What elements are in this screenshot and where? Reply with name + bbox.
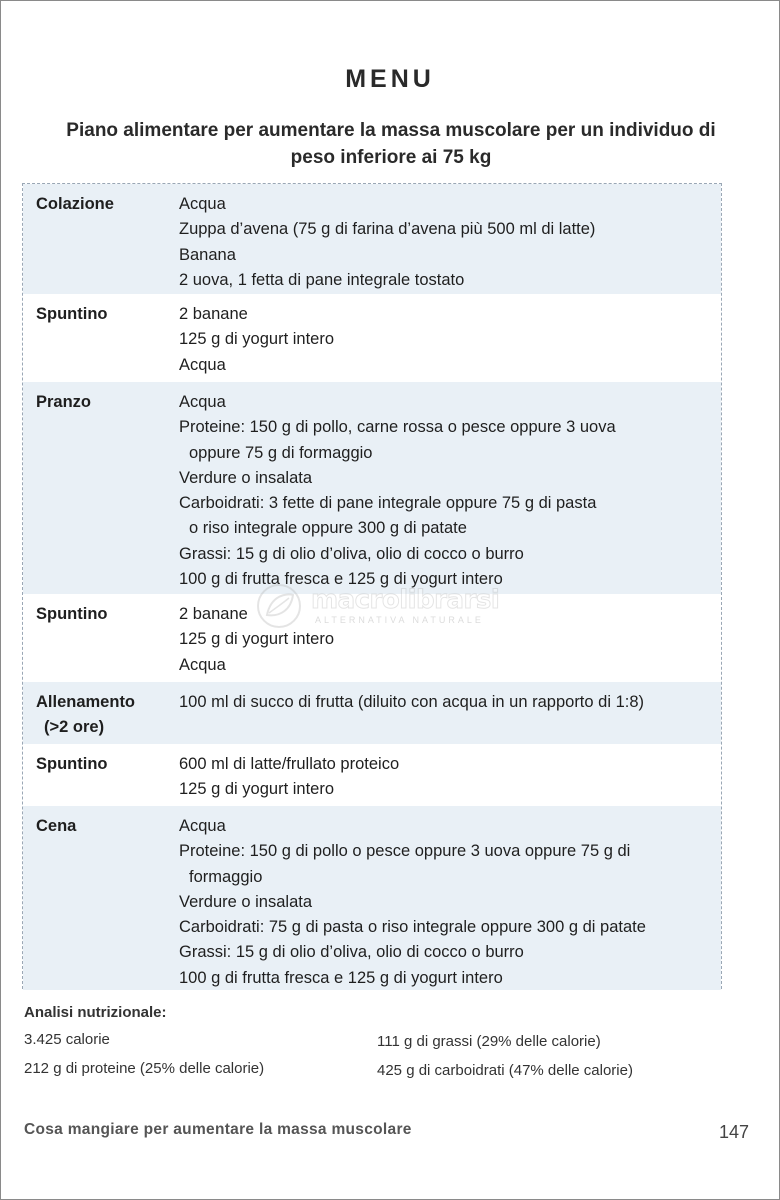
meal-name: Allenamento (>2 ore) [36, 693, 136, 736]
meal-name: Pranzo [36, 393, 92, 411]
meal-item: Proteine: 150 g di pollo, carne rossa o pesce oppure 3 uova oppure 75 g di formaggio [179, 418, 616, 462]
meal-item: Zuppa d’avena (75 g di farina d’avena più 500 ml di latte) [179, 220, 596, 239]
meal-item: Acqua [179, 817, 226, 835]
meal-item: Acqua [179, 195, 226, 213]
menu-table [22, 183, 722, 989]
meal-items [179, 814, 719, 991]
meal-row [23, 594, 721, 682]
meal-name: Spuntino [36, 755, 108, 773]
analysis-calories: 3.425 calorie [24, 1031, 110, 1048]
meal-item: Acqua [179, 355, 226, 374]
meal-items [179, 192, 719, 293]
meal-row [23, 294, 721, 382]
meal-item: 100 g di frutta fresca e 125 g di yogurt intero [179, 968, 503, 987]
page-subtitle [51, 117, 731, 171]
meal-items [179, 752, 719, 803]
meal-row [23, 382, 721, 594]
meal-item: 125 g di yogurt intero [179, 630, 335, 649]
page-title: MENU [345, 65, 435, 93]
meal-item: 2 banane [179, 605, 248, 623]
meal-item: Verdure o insalata [179, 892, 313, 911]
meal-items [179, 690, 719, 715]
meal-row [23, 184, 721, 294]
meal-name: Cena [36, 817, 77, 835]
meal-row [23, 682, 721, 744]
meal-item: 125 g di yogurt intero [179, 780, 335, 799]
meal-item: Banana [179, 245, 236, 264]
meal-item: 2 uova, 1 fetta di pane integrale tostato [179, 270, 465, 289]
watermark-tagline: ALTERNATIVA NATURALE [315, 615, 484, 625]
analysis-heading: Analisi nutrizionale: [24, 1004, 167, 1021]
meal-item: 600 ml di latte/frullato proteico [179, 755, 400, 773]
meal-name: Spuntino [36, 305, 108, 323]
subtitle-line-2: peso inferiore ai 75 kg [290, 147, 492, 168]
analysis-fats: 111 g di grassi (29% delle calorie) [377, 1033, 601, 1050]
meal-item: Grassi: 15 g di olio d’oliva, olio di cocco o burro [179, 544, 524, 563]
meal-item: 100 g di frutta fresca e 125 g di yogurt intero [179, 570, 503, 589]
meal-item: Grassi: 15 g di olio d’oliva, olio di cocco o burro [179, 943, 524, 962]
analysis-carbs: 425 g di carboidrati (47% delle calorie) [377, 1062, 633, 1079]
meal-item: Acqua [179, 393, 226, 411]
meal-item: Carboidrati: 3 fette di pane integrale oppure 75 g di pasta o riso integrale oppure 300 g di patate [179, 494, 597, 538]
meal-item: Proteine: 150 g di pollo o pesce oppure 3 uova oppure 75 g di formaggio [179, 842, 631, 886]
subtitle-line-1: Piano alimentare per aumentare la massa muscolare per un individuo di [66, 120, 716, 141]
meal-item: 100 ml di succo di frutta (diluito con acqua in un rapporto di 1:8) [179, 693, 645, 711]
page-number: 147 [719, 1122, 750, 1142]
meal-row [23, 806, 721, 990]
meal-items [179, 390, 719, 592]
meal-items [179, 302, 719, 378]
meal-item: Acqua [179, 655, 226, 674]
meal-name: Spuntino [36, 605, 108, 623]
meal-items [179, 602, 719, 678]
meal-item: 2 banane [179, 305, 248, 323]
meal-name: Colazione [36, 195, 114, 213]
chapter-footer: Cosa mangiare per aumentare la massa muscolare [24, 1121, 412, 1138]
meal-item: Carboidrati: 75 g di pasta o riso integrale oppure 300 g di patate [179, 918, 646, 937]
watermark-text: macrolibrarsi [311, 585, 500, 615]
meal-item: Verdure o insalata [179, 468, 313, 487]
analysis-proteins: 212 g di proteine (25% delle calorie) [24, 1060, 265, 1077]
meal-row [23, 744, 721, 806]
meal-item: 125 g di yogurt intero [179, 330, 335, 349]
